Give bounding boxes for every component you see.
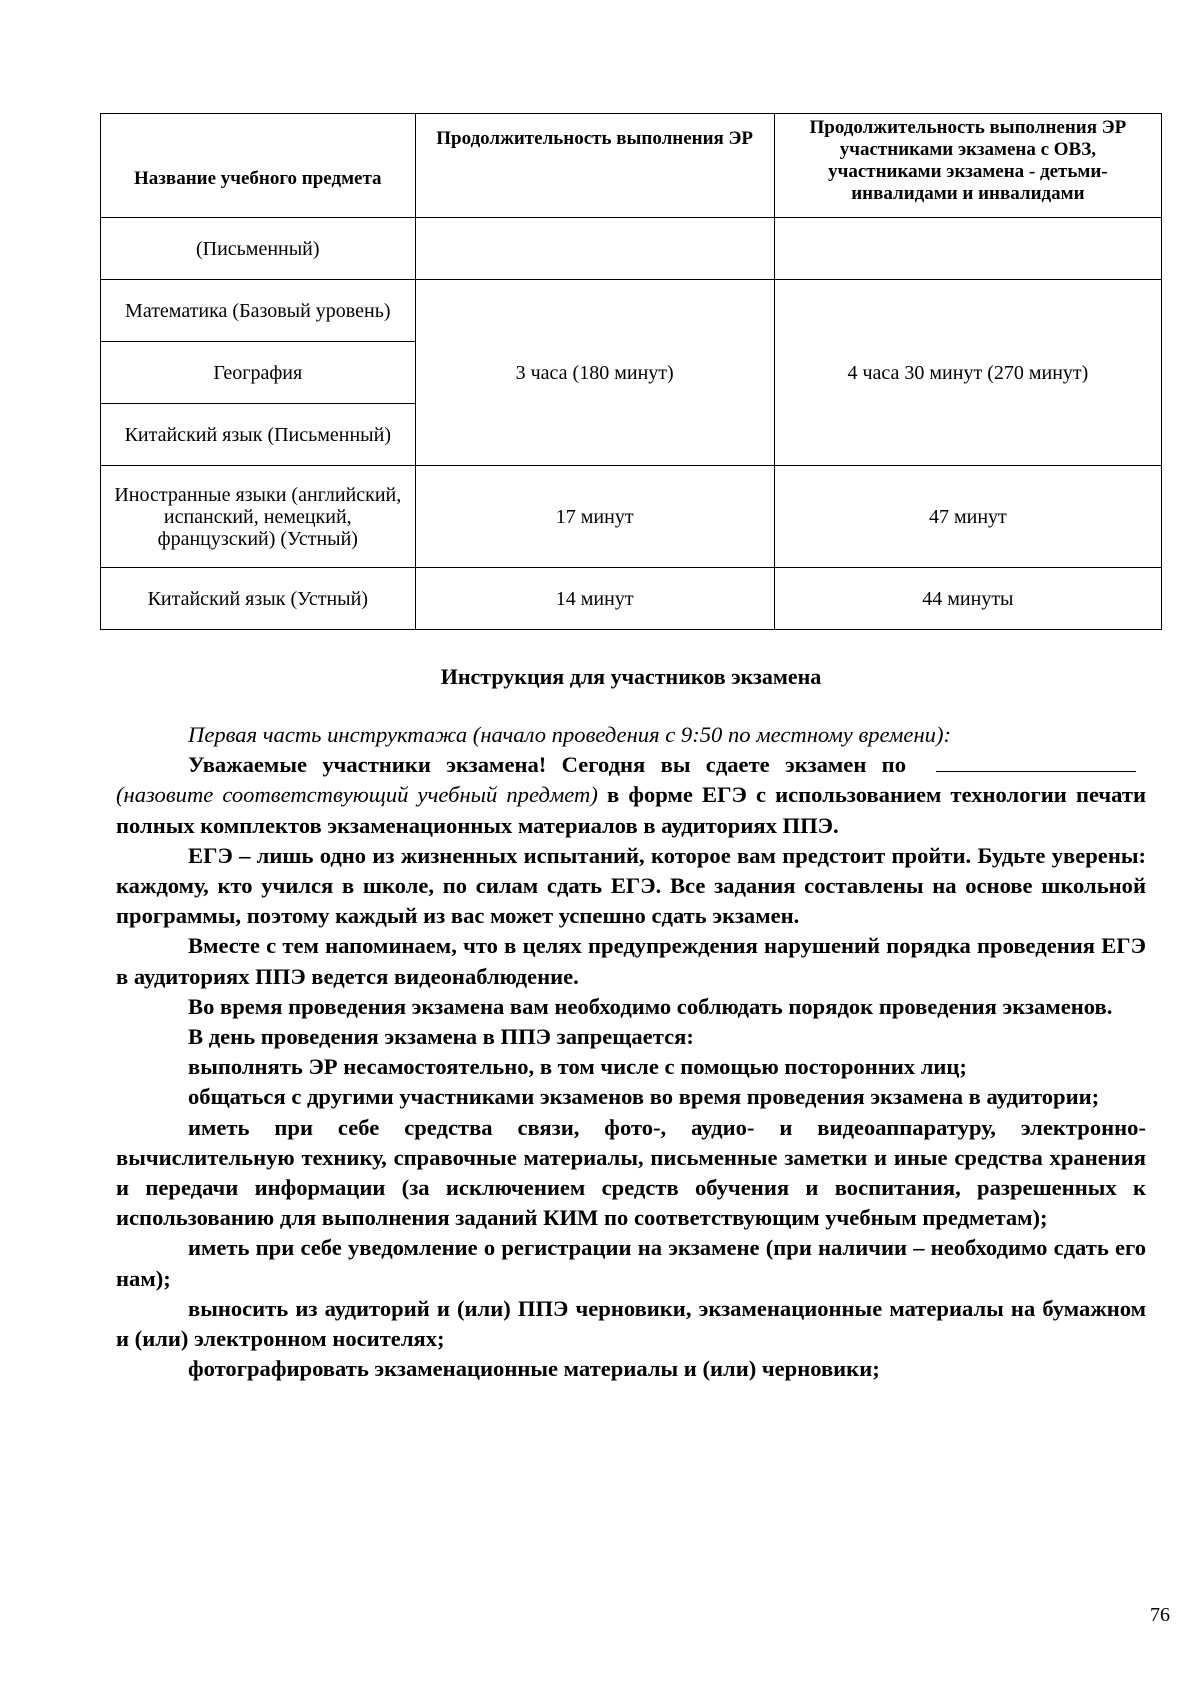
greeting-start: Уважаемые участники экзамена! Сегодня вы сдаете экзамен по bbox=[188, 752, 906, 778]
cell-subject: (Письменный) bbox=[101, 218, 416, 280]
table-row bbox=[101, 466, 1162, 568]
exam-duration-table bbox=[100, 113, 1162, 630]
cell-subject: Китайский язык (Устный) bbox=[101, 568, 416, 630]
cell-duration-ovz-merged: 4 часа 30 минут (270 минут) bbox=[774, 280, 1161, 466]
table-row bbox=[101, 280, 1162, 342]
cell-duration bbox=[415, 218, 774, 280]
cell-subject: География bbox=[101, 342, 416, 404]
cell-duration-ovz: 47 минут bbox=[774, 466, 1161, 568]
instruction-heading: Инструкция для участников экзамена bbox=[440, 664, 822, 689]
cell-duration-ovz: 44 минуты bbox=[774, 568, 1161, 630]
table-header-row bbox=[101, 114, 1162, 218]
table-row bbox=[101, 218, 1162, 280]
paragraph: В день проведения экзамена в ППЭ запрещается: bbox=[188, 1024, 694, 1050]
greeting-hint: (назовите соответствующий учебный предмет) bbox=[116, 782, 598, 808]
paragraph: общаться с другими участниками экзаменов во время проведения экзамена в аудитории; bbox=[188, 1084, 1100, 1110]
cell-duration: 17 минут bbox=[415, 466, 774, 568]
paragraph: фотографировать экзаменационные материалы и (или) черновики; bbox=[188, 1356, 880, 1382]
subject-blank-line bbox=[936, 753, 1136, 772]
instruction-body bbox=[116, 720, 1146, 1384]
paragraph: Вместе с тем напоминаем, что в целях предупреждения нарушений порядка проведения ЕГЭ в аудиториях ППЭ ведется видеонаблюдение. bbox=[116, 933, 1146, 989]
paragraph: Во время проведения экзамена вам необходимо соблюдать порядок проведения экзаменов. bbox=[188, 993, 1113, 1019]
page-number: 76 bbox=[1150, 1604, 1170, 1626]
table-row bbox=[101, 568, 1162, 630]
cell-subject: Иностранные языки (английский, испанский, немецкий, французский) (Устный) bbox=[101, 466, 416, 568]
header-duration-ovz: Продолжительность выполнения ЭР участниками экзамена с ОВЗ, участниками экзамена - детьми-инвалидами и инвалидами bbox=[774, 114, 1161, 218]
cell-subject: Китайский язык (Письменный) bbox=[101, 404, 416, 466]
paragraph: ЕГЭ – лишь одно из жизненных испытаний, которое вам предстоит пройти. Будьте уверены: каждому, кто учился в школе, по силам сдать ЕГЭ. Все задания составлены на основе школьной программы, поэтому каждый из вас может успешно сдать экзамен. bbox=[116, 842, 1146, 929]
instruction-intro: Первая часть инструктажа (начало проведения с 9:50 по местному времени): bbox=[188, 722, 952, 747]
cell-duration: 14 минут bbox=[415, 568, 774, 630]
paragraph: выполнять ЭР несамостоятельно, в том числе с помощью посторонних лиц; bbox=[188, 1054, 967, 1080]
cell-duration-merged: 3 часа (180 минут) bbox=[415, 280, 774, 466]
paragraph: иметь при себе средства связи, фото-, аудио- и видеоаппаратуру, электронно-вычислительную технику, справочные материалы, письменные заметки и иные средства хранения и передачи информации (за исключением средств обучения и воспитания, разрешенных к использованию для выполнения заданий КИМ по соответствующим учебным предметам); bbox=[116, 1114, 1146, 1231]
cell-subject: Математика (Базовый уровень) bbox=[101, 280, 416, 342]
header-subject: Название учебного предмета bbox=[101, 114, 416, 218]
greeting-end: в форме ЕГЭ с использованием технологии печати полных комплектов экзаменационных материалов в аудиториях ППЭ. bbox=[116, 782, 1147, 838]
cell-duration-ovz bbox=[774, 218, 1161, 280]
greeting-paragraph bbox=[116, 750, 1146, 841]
paragraph: выносить из аудиторий и (или) ППЭ черновики, экзаменационные материалы на бумажном и (или) электронном носителях; bbox=[116, 1295, 1146, 1352]
paragraph: иметь при себе уведомление о регистрации на экзамене (при наличии – необходимо сдать его нам); bbox=[116, 1235, 1146, 1291]
header-duration: Продолжительность выполнения ЭР bbox=[415, 114, 774, 218]
